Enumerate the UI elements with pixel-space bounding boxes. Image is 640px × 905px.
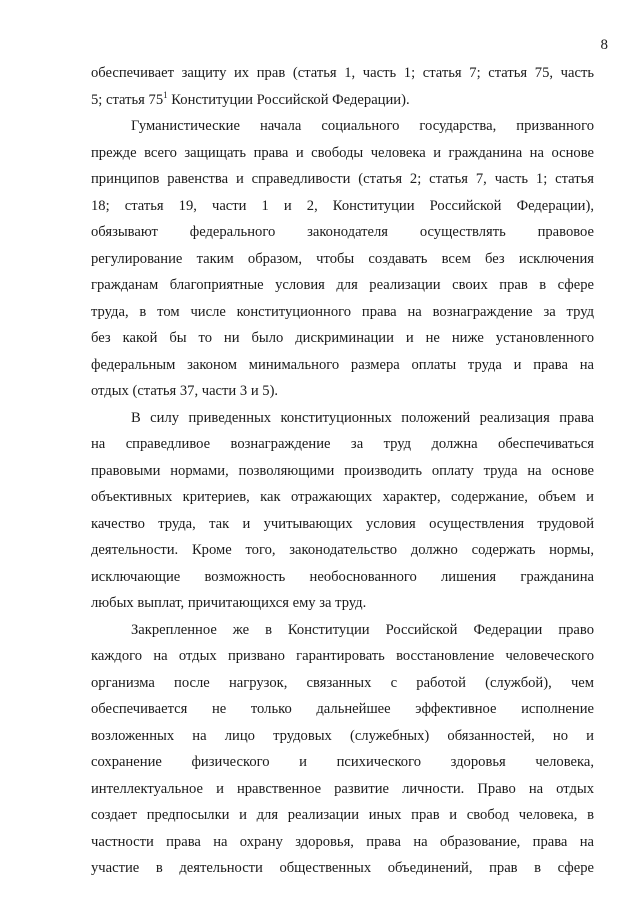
- text-line: частности права на охрану здоровья, права на образование, права на: [91, 833, 594, 850]
- paragraph-fair-remuneration: [91, 405, 594, 617]
- text-line: интеллектуальное и нравственное развитие личности. Право на отдых: [91, 780, 594, 797]
- page-number: 8: [600, 37, 608, 53]
- text-line: Гуманистические начала социального государства, призванного: [131, 118, 594, 134]
- text-line: любых выплат, причитающихся ему за труд.: [91, 595, 367, 611]
- text-line: отдых (статья 37, части 3 и 5).: [91, 383, 279, 399]
- text-line: организма после нагрузок, связанных с работой (службой), чем: [91, 674, 594, 691]
- text-line: возложенных на лицо трудовых (служебных) обязанностей, но и: [91, 727, 594, 744]
- text-line: прежде всего защищать права и свободы человека и гражданина на основе: [91, 144, 594, 161]
- text-line: исключающие возможность необоснованного лишения гражданина: [91, 568, 594, 585]
- text-line: труда, в том числе конституционного права на вознаграждение за труд: [91, 303, 594, 320]
- text-line: деятельности. Кроме того, законодательство должно содержать нормы,: [91, 542, 594, 558]
- text-line: объективных критериев, как отражающих характер, содержание, объем и: [91, 489, 594, 505]
- text-line: правовыми нормами, позволяющими производить оплату труда на основе: [91, 462, 594, 479]
- text-line: участие в деятельности общественных объединений, прав в сфере: [91, 860, 594, 876]
- text-line: федеральным законом минимального размера оплаты труда и права на: [91, 356, 594, 373]
- text-line: обеспечивается не только дальнейшее эффективное исполнение: [91, 701, 594, 717]
- document-body: [91, 60, 594, 882]
- text-line: 5; статья $75^1$ Конституции Российской Федерации).: [91, 89, 410, 108]
- text-line: гражданам благоприятные условия для реализации своих прав в сфере: [91, 277, 594, 293]
- text-line: обеспечивает защиту их прав (статья 1, часть 1; статья 7; статья 75, часть: [91, 65, 594, 81]
- text-line: на справедливое вознаграждение за труд должна обеспечиваться: [91, 436, 594, 452]
- text-line: обязывают федерального законодателя осуществлять правовое: [91, 224, 594, 240]
- text-line: принципов равенства и справедливости (статья 2; статья 7, часть 1; статья: [91, 171, 594, 187]
- paragraph-humanistic-principles: [91, 113, 594, 405]
- text-line: каждого на отдых призвано гарантировать восстановление человеческого: [91, 648, 594, 664]
- text-line: В силу приведенных конституционных положений реализация права: [131, 409, 594, 426]
- text-line: качество труда, так и учитывающих условия осуществления трудовой: [91, 515, 594, 532]
- paragraph-continuation: [91, 60, 594, 113]
- paragraph-right-to-rest: [91, 617, 594, 882]
- text-line: без какой бы то ни было дискриминации и не ниже установленного: [91, 330, 594, 346]
- superscript: 1: [163, 89, 168, 100]
- text-line: создает предпосылки и для реализации иных прав и свобод человека, в: [91, 807, 594, 823]
- text-line: регулирование таким образом, чтобы создавать всем без исключения: [91, 250, 594, 267]
- text-line: 18; статья 19, части 1 и 2, Конституции Российской Федерации),: [91, 197, 594, 214]
- text-line: Закрепленное же в Конституции Российской Федерации право: [131, 621, 594, 638]
- text-line: сохранение физического и психического здоровья человека,: [91, 754, 594, 770]
